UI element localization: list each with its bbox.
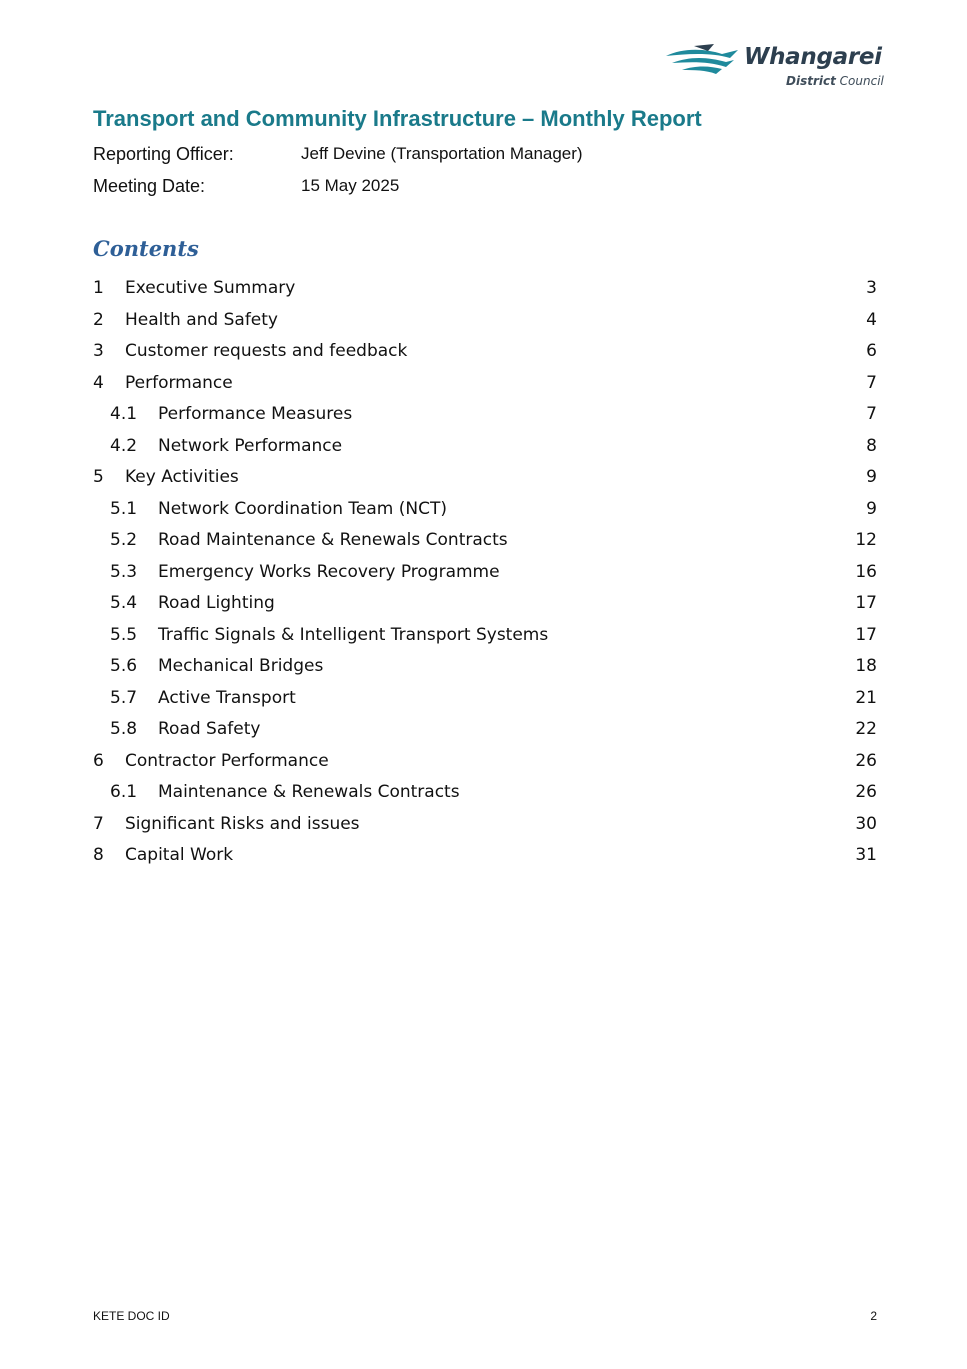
toc-entry-number: 5.1 xyxy=(110,498,138,519)
toc-entry-title: Contractor Performance xyxy=(125,750,329,771)
toc-entry-page: 8 xyxy=(866,435,877,456)
logo-wordmark: Whangarei xyxy=(744,44,882,70)
report-title: Transport and Community Infrastructure – Monthly Report xyxy=(93,106,702,131)
toc-entry-title: Traffic Signals & Intelligent Transport Systems xyxy=(158,624,549,645)
toc-entry-page: 26 xyxy=(855,750,877,771)
toc-entry-number: 5 xyxy=(93,467,104,487)
toc-entry[interactable] xyxy=(0,814,967,842)
toc-entry-number: 2 xyxy=(93,309,104,330)
toc-entry-title: Network Coordination Team (NCT) xyxy=(158,498,447,519)
footer-page-number: 2 xyxy=(870,1309,877,1323)
toc-entry-page: 30 xyxy=(855,813,877,834)
toc-entry[interactable] xyxy=(0,436,967,464)
toc-entry-page: 22 xyxy=(855,719,877,739)
toc-entry-number: 5.4 xyxy=(110,593,138,613)
toc-entry[interactable] xyxy=(0,845,967,873)
toc-entry-title: Road Maintenance & Renewals Contracts xyxy=(158,530,508,550)
toc-entry-page: 17 xyxy=(855,593,877,613)
toc-entry[interactable] xyxy=(0,310,967,338)
toc-entry-page: 6 xyxy=(866,341,877,361)
toc-entry-number: 4.2 xyxy=(110,435,138,456)
toc-entry-title: Performance xyxy=(125,372,233,393)
toc-entry-page: 4 xyxy=(866,309,877,330)
toc-entry-number: 6 xyxy=(93,750,104,771)
toc-entry-title: Mechanical Bridges xyxy=(158,656,324,676)
toc-entry-title: Key Activities xyxy=(125,467,239,487)
toc-entry-page: 18 xyxy=(855,656,877,676)
toc-entry-number: 5.3 xyxy=(110,561,138,582)
reporting-officer-label: Reporting Officer: xyxy=(93,144,234,164)
toc-entry-page: 12 xyxy=(855,530,877,550)
toc-entry[interactable] xyxy=(0,562,967,590)
toc-entry-title: Customer requests and feedback xyxy=(125,341,408,361)
toc-entry-page: 7 xyxy=(866,372,877,393)
toc-entry-number: 3 xyxy=(93,341,104,361)
toc-entry-title: Road Lighting xyxy=(158,593,275,613)
toc-entry-title: Maintenance & Renewals Contracts xyxy=(158,782,460,802)
toc-entry-title: Health and Safety xyxy=(125,309,278,330)
toc-entry[interactable] xyxy=(0,625,967,653)
toc-entry[interactable] xyxy=(0,341,967,369)
council-logo xyxy=(664,40,884,92)
toc-entry-number: 5.2 xyxy=(110,530,138,550)
toc-entry[interactable] xyxy=(0,404,967,432)
toc-entry-title: Capital Work xyxy=(125,845,234,865)
toc-entry-page: 16 xyxy=(855,561,877,582)
contents-heading: Contents xyxy=(93,236,199,261)
toc-entry[interactable] xyxy=(0,530,967,558)
meeting-date-label: Meeting Date: xyxy=(93,176,206,196)
toc-entry-title: Road Safety xyxy=(158,719,261,739)
toc-entry-page: 3 xyxy=(866,278,877,298)
toc-entry-number: 8 xyxy=(93,845,104,865)
toc-entry-title: Executive Summary xyxy=(125,278,296,298)
footer-doc-id: KETE DOC ID xyxy=(93,1309,170,1323)
toc-entry-page: 21 xyxy=(855,687,877,708)
toc-entry-page: 31 xyxy=(855,845,877,865)
toc-entry-number: 6.1 xyxy=(110,782,138,802)
toc-entry-number: 5.8 xyxy=(110,719,138,739)
wave-logo-icon xyxy=(664,42,744,76)
toc-entry-page: 9 xyxy=(866,498,877,519)
toc-entry-page: 17 xyxy=(855,624,877,645)
toc-entry-number: 5.7 xyxy=(110,687,138,708)
toc-entry-number: 1 xyxy=(93,278,104,298)
toc-entry[interactable] xyxy=(0,719,967,747)
toc-entry[interactable] xyxy=(0,782,967,810)
toc-entry-page: 9 xyxy=(866,467,877,487)
toc-entry[interactable] xyxy=(0,593,967,621)
toc-entry[interactable] xyxy=(0,373,967,401)
toc-entry[interactable] xyxy=(0,499,967,527)
toc-entry[interactable] xyxy=(0,656,967,684)
toc-entry[interactable] xyxy=(0,688,967,716)
toc-entry-number: 5.5 xyxy=(110,624,138,645)
toc-entry-number: 7 xyxy=(93,813,104,834)
meeting-date-value: 15 May 2025 xyxy=(301,176,400,195)
toc-entry-title: Significant Risks and issues xyxy=(125,813,360,834)
toc-entry[interactable] xyxy=(0,751,967,779)
toc-entry[interactable] xyxy=(0,467,967,495)
toc-entry-page: 26 xyxy=(855,782,877,802)
toc-entry-title: Active Transport xyxy=(158,687,296,708)
logo-subtitle: District Council xyxy=(786,74,884,88)
toc-entry-page: 7 xyxy=(866,404,877,424)
toc-entry-number: 4.1 xyxy=(110,404,138,424)
toc-entry-title: Network Performance xyxy=(158,435,343,456)
toc-entry-title: Performance Measures xyxy=(158,404,353,424)
reporting-officer-value: Jeff Devine (Transportation Manager) xyxy=(301,144,583,163)
toc-entry-title: Emergency Works Recovery Programme xyxy=(158,561,500,582)
toc-entry[interactable] xyxy=(0,278,967,306)
toc-entry-number: 5.6 xyxy=(110,656,138,676)
toc-entry-number: 4 xyxy=(93,372,104,393)
